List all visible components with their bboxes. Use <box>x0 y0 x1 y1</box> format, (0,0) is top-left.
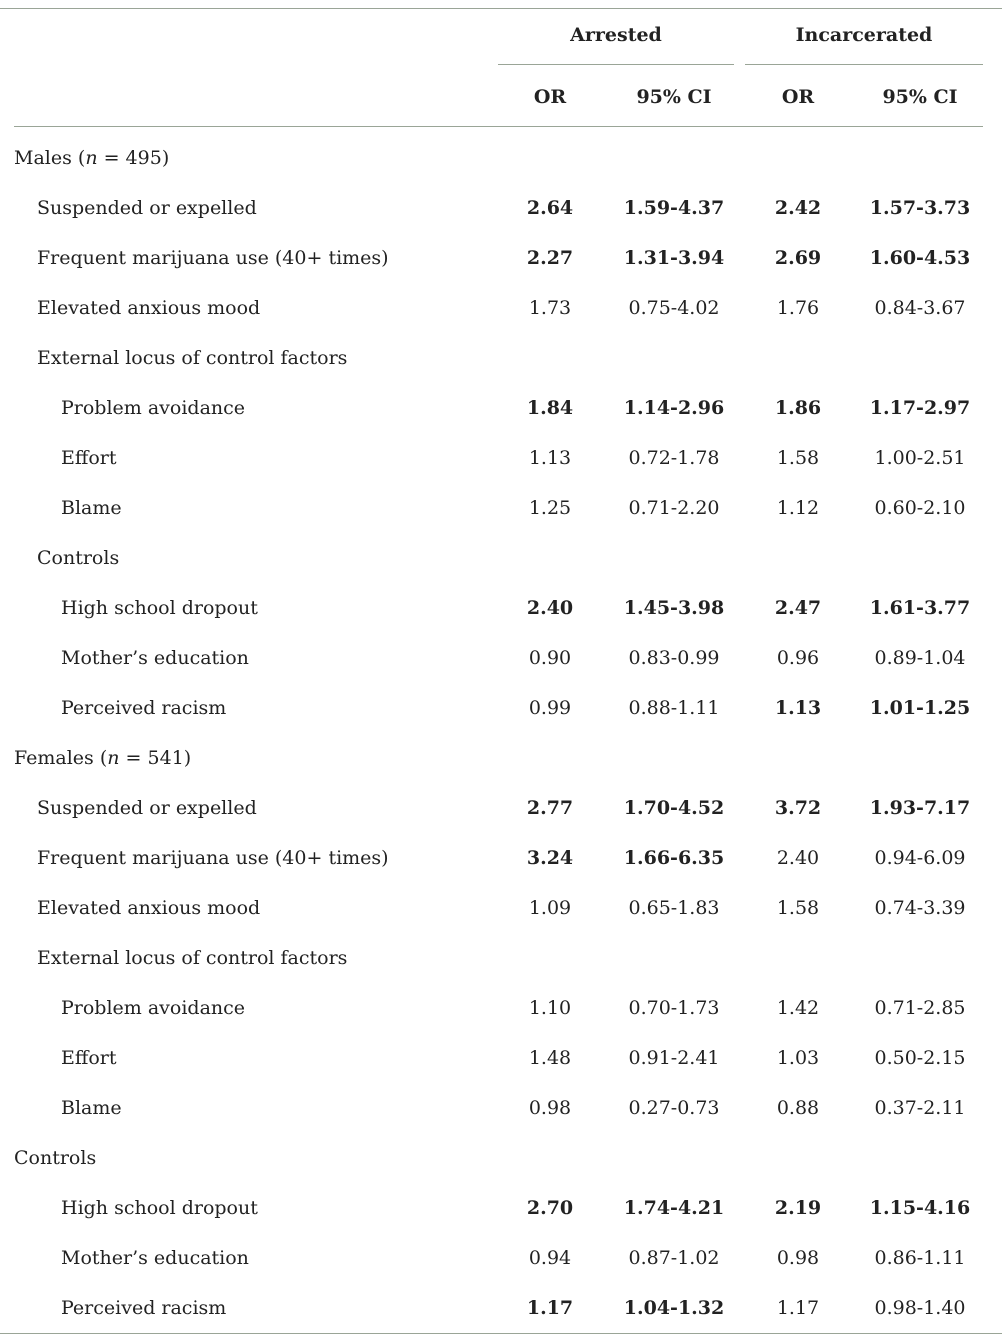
confidence-interval-incarcerated: 1.60-4.53 <box>869 247 971 269</box>
odds-ratio-incarcerated: 2.42 <box>774 197 822 219</box>
confidence-interval-incarcerated: 0.89-1.04 <box>874 647 966 669</box>
confidence-interval-incarcerated: 1.61-3.77 <box>869 597 971 619</box>
group-rule-incarcerated <box>745 64 983 65</box>
confidence-interval-arrested: 1.31-3.94 <box>623 247 725 269</box>
confidence-interval-arrested <box>612 933 736 983</box>
confidence-interval-incarcerated: 1.17-2.97 <box>869 397 971 419</box>
confidence-interval-incarcerated: 1.01-1.25 <box>869 697 971 719</box>
table-row <box>0 1133 1002 1183</box>
confidence-interval-arrested <box>612 1133 736 1183</box>
header-bottom-rule <box>14 126 983 127</box>
odds-ratio-arrested: 1.10 <box>528 997 572 1019</box>
table-row <box>0 1033 1002 1083</box>
odds-ratio-arrested: 1.25 <box>528 497 572 519</box>
column-header-ci-incarcerated: 95% CI <box>882 86 958 108</box>
odds-ratio-incarcerated: 2.69 <box>774 247 822 269</box>
confidence-interval-incarcerated: 0.94-6.09 <box>874 847 966 869</box>
table-bottom-rule <box>0 1333 1002 1334</box>
odds-ratio-incarcerated <box>758 733 838 783</box>
odds-ratio-arrested <box>510 933 590 983</box>
odds-ratio-arrested: 0.99 <box>528 697 572 719</box>
odds-ratio-incarcerated: 1.12 <box>776 497 820 519</box>
confidence-interval-incarcerated: 0.98-1.40 <box>874 1297 966 1319</box>
column-header-or-incarcerated: OR <box>781 86 815 108</box>
odds-ratio-arrested <box>510 1133 590 1183</box>
confidence-interval-arrested: 0.27-0.73 <box>628 1097 720 1119</box>
row-label: External locus of control factors <box>37 947 348 969</box>
odds-ratio-arrested: 1.09 <box>528 897 572 919</box>
table-row <box>0 533 1002 583</box>
column-header-or-arrested: OR <box>533 86 567 108</box>
table-row <box>0 633 1002 683</box>
odds-ratio-incarcerated: 1.13 <box>774 697 822 719</box>
confidence-interval-incarcerated: 1.57-3.73 <box>869 197 971 219</box>
table-row <box>0 233 1002 283</box>
odds-ratio-incarcerated: 1.58 <box>776 447 820 469</box>
table-row <box>0 683 1002 733</box>
odds-ratio-arrested: 0.90 <box>528 647 572 669</box>
table-row <box>0 833 1002 883</box>
table-row <box>0 283 1002 333</box>
odds-ratio-arrested <box>510 333 590 383</box>
table-row <box>0 133 1002 183</box>
odds-ratio-arrested: 1.17 <box>526 1297 574 1319</box>
odds-ratio-incarcerated: 1.17 <box>776 1297 820 1319</box>
confidence-interval-arrested: 1.70-4.52 <box>623 797 725 819</box>
row-label: Elevated anxious mood <box>37 897 261 919</box>
group-label: Females (n = 541) <box>14 747 192 769</box>
confidence-interval-arrested: 1.59-4.37 <box>623 197 725 219</box>
confidence-interval-arrested <box>612 533 736 583</box>
group-label: Males (n = 495) <box>14 147 170 169</box>
odds-ratio-incarcerated: 1.03 <box>776 1047 820 1069</box>
group-rule-arrested <box>498 64 734 65</box>
table-row <box>0 1183 1002 1233</box>
odds-ratio-incarcerated: 2.47 <box>774 597 822 619</box>
odds-ratio-arrested: 2.27 <box>526 247 574 269</box>
table-row <box>0 1283 1002 1333</box>
table-row <box>0 583 1002 633</box>
confidence-interval-arrested: 1.66-6.35 <box>623 847 725 869</box>
odds-ratio-arrested: 2.64 <box>526 197 574 219</box>
table-row <box>0 983 1002 1033</box>
row-label: Frequent marijuana use (40+ times) <box>37 847 389 869</box>
confidence-interval-arrested: 0.65-1.83 <box>628 897 720 919</box>
confidence-interval-arrested <box>612 133 736 183</box>
table-row <box>0 1233 1002 1283</box>
confidence-interval-arrested: 0.88-1.11 <box>628 697 720 719</box>
odds-ratio-incarcerated: 0.88 <box>776 1097 820 1119</box>
odds-ratio-arrested: 1.13 <box>528 447 572 469</box>
table-row <box>0 183 1002 233</box>
confidence-interval-incarcerated: 0.84-3.67 <box>874 297 966 319</box>
confidence-interval-incarcerated: 0.60-2.10 <box>874 497 966 519</box>
confidence-interval-incarcerated <box>858 133 982 183</box>
row-label: Mother’s education <box>61 647 249 669</box>
odds-ratio-incarcerated <box>758 933 838 983</box>
table-row <box>0 433 1002 483</box>
confidence-interval-arrested: 1.45-3.98 <box>623 597 725 619</box>
odds-ratio-arrested: 2.70 <box>526 1197 574 1219</box>
confidence-interval-incarcerated: 0.37-2.11 <box>874 1097 966 1119</box>
odds-ratio-arrested: 1.73 <box>528 297 572 319</box>
confidence-interval-arrested: 0.72-1.78 <box>628 447 720 469</box>
confidence-interval-arrested: 0.83-0.99 <box>628 647 720 669</box>
row-label: Problem avoidance <box>61 397 246 419</box>
table-row <box>0 933 1002 983</box>
odds-ratio-incarcerated: 0.98 <box>776 1247 820 1269</box>
row-label: Effort <box>61 1047 117 1069</box>
table-top-rule <box>0 8 1002 9</box>
odds-ratio-incarcerated: 1.76 <box>776 297 820 319</box>
row-label: Blame <box>61 497 122 519</box>
row-label: Controls <box>37 547 120 569</box>
confidence-interval-incarcerated: 0.74-3.39 <box>874 897 966 919</box>
table-row <box>0 383 1002 433</box>
odds-ratio-arrested: 2.77 <box>526 797 574 819</box>
row-label: Suspended or expelled <box>37 197 257 219</box>
confidence-interval-arrested: 0.70-1.73 <box>628 997 720 1019</box>
confidence-interval-incarcerated: 1.15-4.16 <box>869 1197 971 1219</box>
confidence-interval-arrested: 1.14-2.96 <box>623 397 725 419</box>
confidence-interval-arrested <box>612 733 736 783</box>
odds-ratio-incarcerated <box>758 1133 838 1183</box>
confidence-interval-incarcerated <box>858 533 982 583</box>
row-label: Problem avoidance <box>61 997 246 1019</box>
odds-ratio-arrested: 3.24 <box>526 847 574 869</box>
odds-ratio-incarcerated: 3.72 <box>774 797 822 819</box>
row-label: Perceived racism <box>61 1297 227 1319</box>
confidence-interval-incarcerated: 0.50-2.15 <box>874 1047 966 1069</box>
odds-ratio-arrested <box>510 733 590 783</box>
confidence-interval-arrested: 0.75-4.02 <box>628 297 720 319</box>
row-label: High school dropout <box>61 1197 258 1219</box>
group-header-incarcerated: Incarcerated <box>795 24 933 46</box>
odds-ratio-incarcerated <box>758 533 838 583</box>
table-row <box>0 1083 1002 1133</box>
row-label: Suspended or expelled <box>37 797 257 819</box>
odds-ratio-incarcerated: 1.42 <box>776 997 820 1019</box>
group-label: Controls <box>14 1147 97 1169</box>
odds-ratio-incarcerated: 2.40 <box>776 847 820 869</box>
confidence-interval-arrested: 0.71-2.20 <box>628 497 720 519</box>
table-row <box>0 783 1002 833</box>
odds-ratio-arrested: 0.98 <box>528 1097 572 1119</box>
confidence-interval-incarcerated: 0.86-1.11 <box>874 1247 966 1269</box>
confidence-interval-incarcerated: 0.71-2.85 <box>874 997 966 1019</box>
row-label: Elevated anxious mood <box>37 297 261 319</box>
odds-ratio-arrested: 1.48 <box>528 1047 572 1069</box>
odds-ratio-incarcerated: 2.19 <box>774 1197 822 1219</box>
odds-ratio-arrested <box>510 133 590 183</box>
odds-ratio-incarcerated: 1.86 <box>774 397 822 419</box>
confidence-interval-incarcerated <box>858 1133 982 1183</box>
table-row <box>0 733 1002 783</box>
row-label: Perceived racism <box>61 697 227 719</box>
odds-ratio-incarcerated <box>758 333 838 383</box>
odds-ratio-incarcerated: 0.96 <box>776 647 820 669</box>
confidence-interval-arrested: 1.74-4.21 <box>623 1197 725 1219</box>
row-label: Mother’s education <box>61 1247 249 1269</box>
odds-ratio-arrested <box>510 533 590 583</box>
odds-ratio-arrested: 0.94 <box>528 1247 572 1269</box>
confidence-interval-arrested: 0.91-2.41 <box>628 1047 720 1069</box>
odds-ratio-incarcerated: 1.58 <box>776 897 820 919</box>
row-label: Blame <box>61 1097 122 1119</box>
confidence-interval-arrested: 1.04-1.32 <box>623 1297 725 1319</box>
row-label: External locus of control factors <box>37 347 348 369</box>
confidence-interval-incarcerated <box>858 333 982 383</box>
row-label: High school dropout <box>61 597 258 619</box>
confidence-interval-incarcerated: 1.93-7.17 <box>869 797 971 819</box>
row-label: Frequent marijuana use (40+ times) <box>37 247 389 269</box>
confidence-interval-incarcerated <box>858 733 982 783</box>
confidence-interval-arrested <box>612 333 736 383</box>
confidence-interval-incarcerated: 1.00-2.51 <box>874 447 966 469</box>
odds-ratio-arrested: 2.40 <box>526 597 574 619</box>
row-label: Effort <box>61 447 117 469</box>
odds-ratio-arrested: 1.84 <box>526 397 574 419</box>
odds-ratio-incarcerated <box>758 133 838 183</box>
group-header-arrested: Arrested <box>570 24 662 46</box>
table-row <box>0 883 1002 933</box>
confidence-interval-arrested: 0.87-1.02 <box>628 1247 720 1269</box>
column-header-ci-arrested: 95% CI <box>636 86 712 108</box>
table-row <box>0 333 1002 383</box>
confidence-interval-incarcerated <box>858 933 982 983</box>
table-row <box>0 483 1002 533</box>
